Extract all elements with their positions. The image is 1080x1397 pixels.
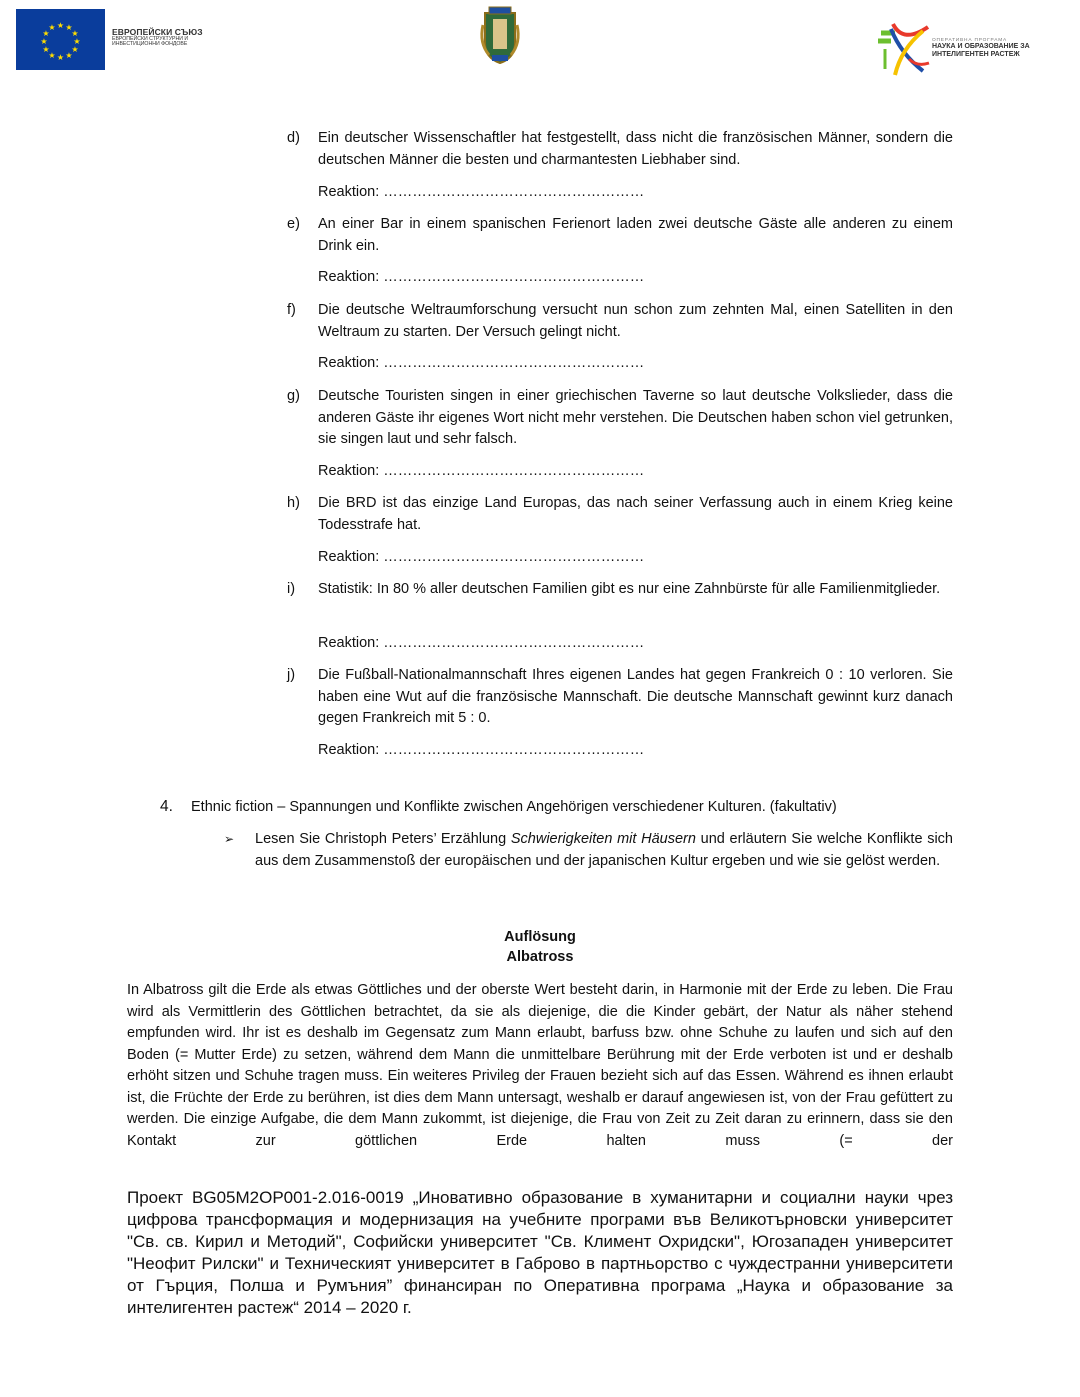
eu-subtitle-1: ЕВРОПЕЙСКИ СТРУКТУРНИ И [112,35,189,42]
section-number: 4. [160,798,173,815]
operational-programme-text [932,38,1052,59]
section-title: Ethnic fiction – Spannungen und Konflikte zwischen Angehörigen verschiedener Kulturen. (fakultativ) [191,799,837,815]
item-text: Ein deutscher Wissenschaftler hat festgestellt, dass nicht die französischen Männer, sondern die deutschen Männer die besten und charmantesten Liebhaber sind. [318,130,953,168]
item-text: An einer Bar in einem spanischen Ferienort laden zwei deutsche Gäste alle anderen zu einem Drink ein. [318,216,953,254]
answer-heading: Auflösung [504,929,576,945]
project-footer: Проект BG05M2OP001-2.016-0019 „Иновативно образование в хуманитарни и социални науки чрез цифрова трансформация и модернизация на учебните програми във Великотърновски университет "Св. св. Кирил и Методий", Софийски университет "Св. Климент Охридски", Югозападен университет "Неофит Рилски" и Техническият университет в Габрово в партньорство с чуждестранни университети от Гърция, Полша и Румъния” финансиран по Оперативна програма „Наука и образование за интелигентен растеж“ 2014 – 2020 г. [127,1188,953,1317]
svg-text:★: ★ [42,29,50,38]
svg-text:★: ★ [56,53,65,62]
reaction-line: Reaktion: ……………………………………………… [318,742,645,758]
reaction-line: Reaktion: ……………………………………………… [318,269,645,285]
svg-text:★: ★ [48,51,56,60]
reaction-line: Reaktion: ……………………………………………… [318,184,645,200]
svg-text:★: ★ [73,37,81,46]
page-header [0,0,1080,100]
item-text: Deutsche Touristen singen in einer griechischen Taverne so laut deutsche Volkslieder, dass die anderen Gäste ihr eigenes Wort nicht mehr verstehen. Die Deutschen haben schon viel getrunken, sie singen laut und sehr falsch. [318,388,953,447]
eu-logo-text [112,28,232,48]
op-title-line-2: ИНТЕЛИГЕНТЕН РАСТЕЖ [932,50,1020,58]
item-text: Die deutsche Weltraumforschung versucht nun schon zum zehnten Mal, einen Satelliten in den Weltraum zu starten. Der Versuch gelingt nicht. [318,302,953,340]
reaction-line: Reaktion: ……………………………………………… [318,635,645,651]
eu-flag-logo [16,9,105,70]
svg-text:★: ★ [40,37,48,46]
bullet-text-start: Lesen Sie Christoph Peters’ Erzählung [255,831,511,847]
item-label: d) [287,130,300,146]
item-label: e) [287,216,300,232]
item-label: j) [287,667,296,683]
eu-title: ЕВРОПЕЙСКИ СЪЮЗ [112,27,203,37]
bullet-text [255,829,953,872]
svg-text:★: ★ [71,29,79,38]
op-label: ОПЕРАТИВНА ПРОГРАМА [932,38,1007,43]
item-text: Die Fußball-Nationalmannschaft Ihres eigenen Landes hat gegen Frankreich 0 : 10 verloren. Sie haben eine Wut auf die französische Mannschaft. Die deutsche Mannschaft gewinnt kurz danach gegen Frankreich mit 5 : 0. [318,667,953,726]
eu-subtitle-2: ИНВЕСТИЦИОННИ ФОНДОВЕ [112,41,188,48]
operational-programme-logo [873,19,933,79]
svg-text:★: ★ [42,45,50,54]
reaction-line: Reaktion: ……………………………………………… [318,355,645,371]
bullet-text-end: und erläutern Sie welche Konflikte sich aus dem Zusammenstoß der europäischen und der japanischen Kultur ergeben und wie sie gelöst werden. [255,831,953,869]
answer-subheading: Albatross [506,949,574,965]
university-crest-logo [475,3,525,67]
svg-text:★: ★ [65,23,73,32]
reaction-line: Reaktion: ……………………………………………… [318,549,645,565]
svg-text:★: ★ [71,45,79,54]
svg-text:★: ★ [56,21,65,30]
item-text: Statistik: In 80 % aller deutschen Familien gibt es nur eine Zahnbürste für alle Familienmitglieder. [318,581,941,597]
item-label: i) [287,581,296,597]
answer-paragraph: In Albatross gilt die Erde als etwas Göttliches und der oberste Wert besteht darin, in Harmonie mit der Erde zu leben. Die Frau wird als Vermittlerin des Göttlichen betrachtet, da sie als diejenige, die die Kinder gebärt, der Natur als näher stehend empfunden wird. Ihr ist es deshalb im Gegensatz zum Mann erlaubt, barfuss bzw. ohne Schuhe zu laufen und sich auf den Boden (= Mutter Erde) zu setzen, während dem Mann die unmittelbare Berührung mit der Erde verboten ist und er deshalb erhöht sitzen und Schuhe tragen muss. Ein weiteres Privileg der Frauen bezieht sich auf das Essen. Während es ihnen erlaubt ist, die Früchte der Erde zu berühren, ist dies dem Mann untersagt, weshalb er darauf angewiesen ist, von der Frau gefüttert zu werden. Die einzige Aufgabe, die dem Mann zukommt, ist diejenige, die Frau von Zeit zu Zeit daran zu erinnern, dass sie den Kontakt zur göttlichen Erde halten muss (= der [127,982,953,1149]
story-title: Schwierigkeiten mit Häusern [510,831,696,847]
reaction-line: Reaktion: ……………………………………………… [318,463,645,479]
item-text: Die BRD ist das einzige Land Europas, das nach seiner Verfassung auch in einem Krieg keine Todesstrafe hat. [318,495,953,533]
arrow-bullet-icon: ➢ [224,832,235,846]
item-label: h) [287,495,300,511]
svg-text:★: ★ [65,51,73,60]
item-label: f) [287,302,296,318]
op-title-line-1: НАУКА И ОБРАЗОВАНИЕ ЗА [932,43,1030,51]
svg-text:★: ★ [48,23,56,32]
item-label: g) [287,388,300,404]
